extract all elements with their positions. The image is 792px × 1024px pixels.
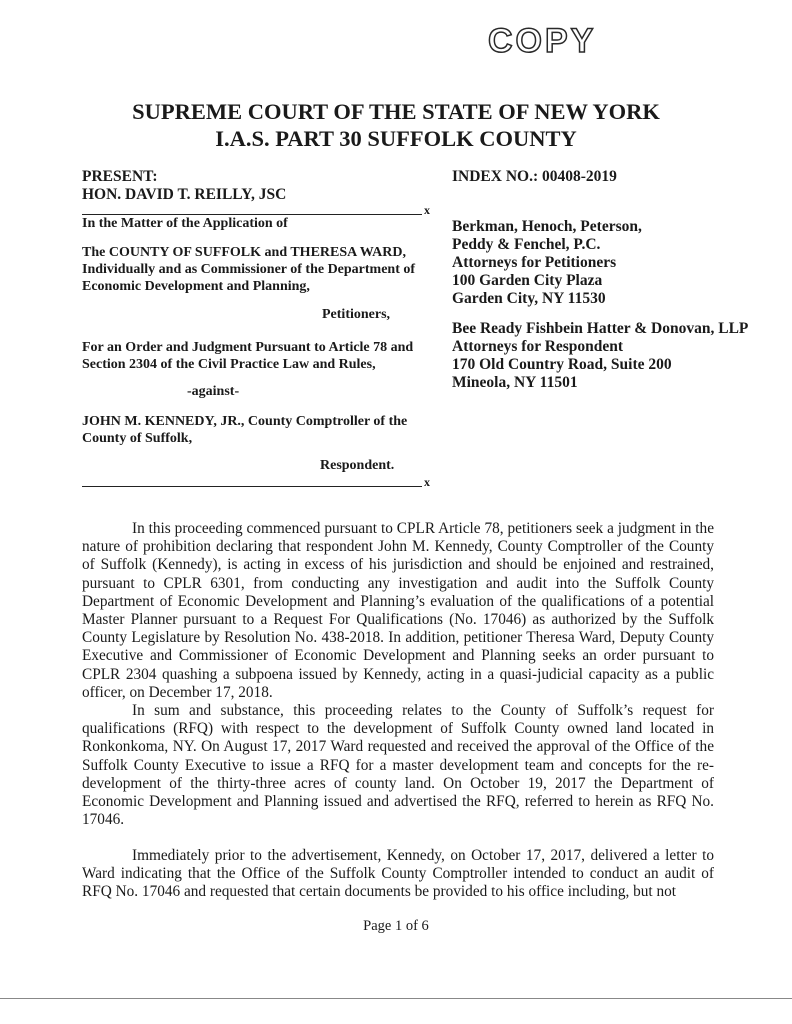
petitioner-line: The COUNTY OF SUFFOLK and THERESA WARD,: [82, 245, 407, 260]
page-number: Page 1 of 6: [363, 918, 429, 934]
respondent-line: JOHN M. KENNEDY, JR., County Comptroller of the: [82, 414, 408, 429]
judge-name: HON. DAVID T. REILLY, JSC: [82, 186, 287, 203]
order-line: For an Order and Judgment Pursuant to Article 78 and: [82, 340, 414, 355]
body-paragraph: Immediately prior to the advertisement, Kennedy, on October 17, 2017, delivered a letter to Ward indicating that the Office of the Suffolk County Comptroller intended to conduct an audit of RFQ No. 17046 and requested that certain documents be provided to his office including, but not: [82, 847, 714, 901]
petitioner-counsel-line: Garden City, NY 11530: [452, 290, 606, 307]
index-number: INDEX NO.: 00408-2019: [452, 168, 617, 185]
respondent-counsel-line: Attorneys for Respondent: [452, 338, 624, 355]
order-line: Section 2304 of the Civil Practice Law and Rules,: [82, 357, 376, 372]
petitioner-counsel-line: Attorneys for Petitioners: [452, 254, 617, 271]
respondent-line: County of Suffolk,: [82, 431, 193, 446]
respondent-counsel-line: 170 Old Country Road, Suite 200: [452, 356, 672, 373]
against-label: -against-: [187, 384, 240, 399]
body-paragraph: In sum and substance, this proceeding relates to the County of Suffolk’s request for qualifications (RFQ) with respect to the development of Suffolk County owned land located in Ronkonkoma, NY. On August 17, 2017 Ward requested and received the approval of the Office of the Suffolk County Executive to issue a RFQ for a master development team and concepts for the re-development of the thirty-three acres of county land. On October 19, 2017 the Department of Economic Development and Planning issued and advertised the RFQ, referred to herein as RFQ No. 17046.: [82, 702, 714, 829]
caption-bottom-rule: [82, 486, 422, 487]
page-bottom-edge: [0, 998, 792, 999]
petitioner-counsel-line: Peddy & Fenchel, P.C.: [452, 236, 601, 253]
respondent-counsel-line: Mineola, NY 11501: [452, 374, 578, 391]
matter-line: In the Matter of the Application of: [82, 216, 288, 231]
body-paragraph: In this proceeding commenced pursuant to CPLR Article 78, petitioners seek a judgment in the nature of prohibition declaring that respondent John M. Kennedy, County Comptroller of the County of Suffolk (Kennedy), is acting in excess of his jurisdiction and should be enjoined and restrained, pursuant to CPLR 6301, from conducting any investigation and audit into the Suffolk County Department of Economic Development and Planning’s evaluation of the qualifications of a potential Master Planner pursuant to a Request For Qualifications (No. 17046) as authorized by the Suffolk County Legislature by Resolution No. 438-2018. In addition, petitioner Theresa Ward, Deputy County Executive and Commissioner of Economic Development and Planning seeks an order pursuant to CPLR 2304 quashing a subpoena issued by Kennedy, acting in a quasi-judicial capacity as a public officer, on December 17, 2018.: [82, 520, 714, 701]
petitioner-counsel-line: 100 Garden City Plaza: [452, 272, 603, 289]
caption-x-bottom: x: [424, 475, 430, 489]
respondent-counsel-line: Bee Ready Fishbein Hatter & Donovan, LLP: [452, 320, 749, 337]
petitioners-label: Petitioners,: [322, 307, 391, 322]
caption-x-top: x: [424, 203, 430, 217]
court-part: I.A.S. PART 30 SUFFOLK COUNTY: [215, 126, 577, 151]
court-name: SUPREME COURT OF THE STATE OF NEW YORK: [132, 99, 660, 124]
respondent-label: Respondent.: [320, 458, 395, 473]
copy-stamp: COPY: [488, 22, 597, 60]
petitioner-line: Economic Development and Planning,: [82, 279, 310, 294]
petitioner-counsel-line: Berkman, Henoch, Peterson,: [452, 218, 642, 235]
petitioner-line: Individually and as Commissioner of the Department of: [82, 262, 416, 277]
present-label: PRESENT:: [82, 168, 158, 185]
